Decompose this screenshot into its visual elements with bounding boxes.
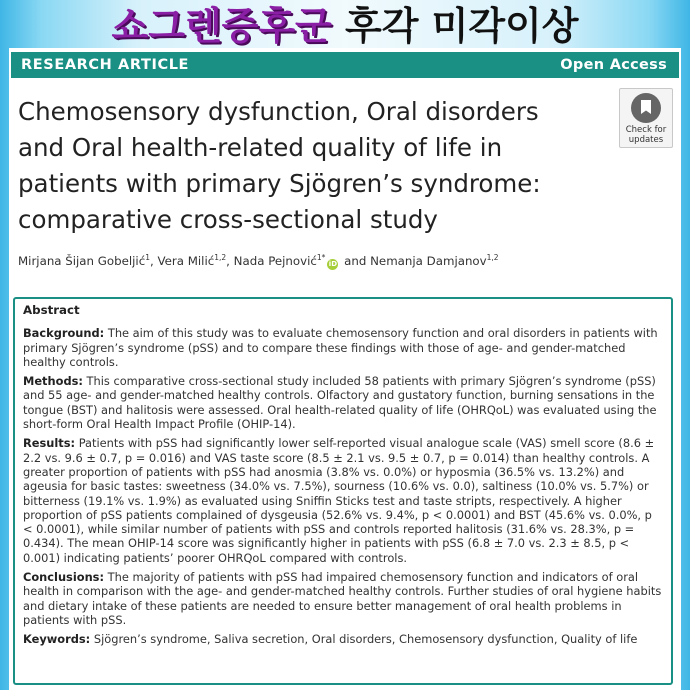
abstract-keywords: Keywords: Sjögren’s syndrome, Saliva secretion, Oral disorders, Chemosensory dysfunction, Quality of life [23, 632, 638, 647]
author-name: Mirjana Šijan Gobeljić [18, 253, 146, 268]
title-line: patients with primary Sjögren’s syndrome: [18, 169, 541, 198]
author-affiliation: 1* [316, 253, 326, 262]
title-line: Chemosensory dysfunction, Oral disorders [18, 97, 539, 126]
article-title [18, 94, 608, 238]
overlay-title [0, 2, 690, 50]
abstract-conclusions: Conclusions: The majority of patients with pSS had impaired chemosensory function and indicators of oral health in comparison with the age- and gender-matched healthy controls. Further studies of oral hygiene habits and dietary intake of these patients are needed to ensure better management of oral health problems in patients with pSS. [23, 570, 662, 627]
bookmark-check-icon [631, 93, 661, 123]
abstract-background: Background: The aim of this study was to evaluate chemosensory function and oral disorders in patients with primary Sjögren’s syndrome (pSS) and to compare these findings with those of age- and gender-matched healthy controls. [23, 326, 658, 369]
author-affiliation: 1,2 [486, 253, 499, 262]
abstract-heading: Abstract [23, 303, 80, 317]
paper-page [9, 48, 681, 690]
check-for-updates-badge[interactable] [619, 88, 673, 148]
abstract-box [13, 297, 673, 685]
title-line: comparative cross-sectional study [18, 205, 438, 234]
check-for-updates-label: Check for updates [625, 125, 667, 145]
author-list: Mirjana Šijan Gobeljić$^1$, Vera Milić$^{1,2}$, Nada Pejnović$^{1*}$iD and Nemanja Damjanov$^{1,2}$ [18, 253, 499, 268]
author-name: Vera Milić [157, 253, 215, 268]
author-name: Nada Pejnović [233, 253, 317, 268]
overlay-title-rest: 후각 미각이상 [345, 4, 579, 48]
open-access-label: Open Access [560, 57, 667, 73]
abstract-results: Results: Patients with pSS had significantly lower self-reported visual analogue scale (VAS) smell score (8.6 ± 2.2 vs. 9.6 ± 0.7, p = 0.016) and VAS taste score (8.5 ± 2.1 vs. 9.5 ± 0.7, p = 0.014) than healthy controls. A greater proportion of patients with pSS had anosmia (3.8% vs. 0.0%) or hyposmia (36.5% vs. 13.2%) and ageusia for basic tastes: sweetness (34.0% vs. 7.5%), sourness (10.6% vs. 0.0), saltiness (10.0% vs. 5.7%) or bitterness (19.1% vs. 1.9%) as evaluated using Sniffin Sticks test and taste stripts, respectively. A higher proportion of pSS patients complained of dysgeusia (52.6% vs. 9.4%, p < 0.0001) and BST (45.6% vs. 0.0%, p < 0.0001), while similar number of patients with pSS and controls reported halitosis (31.6% vs. 28.3%, p = 0.434). The mean OHIP-14 score was significantly higher in patients with pSS (6.8 ± 7.0 vs. 2.3 ± 8.5, p < 0.001) indicating patients’ poorer OHRQoL compared with controls. [23, 436, 655, 565]
article-type-banner [11, 52, 679, 78]
author-affiliation: 1,2 [214, 253, 227, 262]
author-name: Nemanja Damjanov [370, 253, 487, 268]
orcid-icon[interactable]: iD [328, 259, 338, 268]
overlay-title-highlight: 쇼그렌증후군 [111, 4, 332, 48]
author-affiliation: 1 [145, 253, 150, 262]
article-type-label: RESEARCH ARTICLE [21, 57, 190, 73]
title-line: and Oral health-related quality of life in [18, 133, 503, 162]
abstract-methods: Methods: This comparative cross-sectional study included 58 patients with primary Sjögren’s syndrome (pSS) and 55 age- and gender-matched healthy controls. Olfactory and gustatory function, burning sensations in the tongue (BST) and halitosis were assessed. Oral health-related quality of life (OHRQoL) was evaluated using the short-form Oral Health Impact Profile (OHIP-14). [23, 374, 657, 432]
